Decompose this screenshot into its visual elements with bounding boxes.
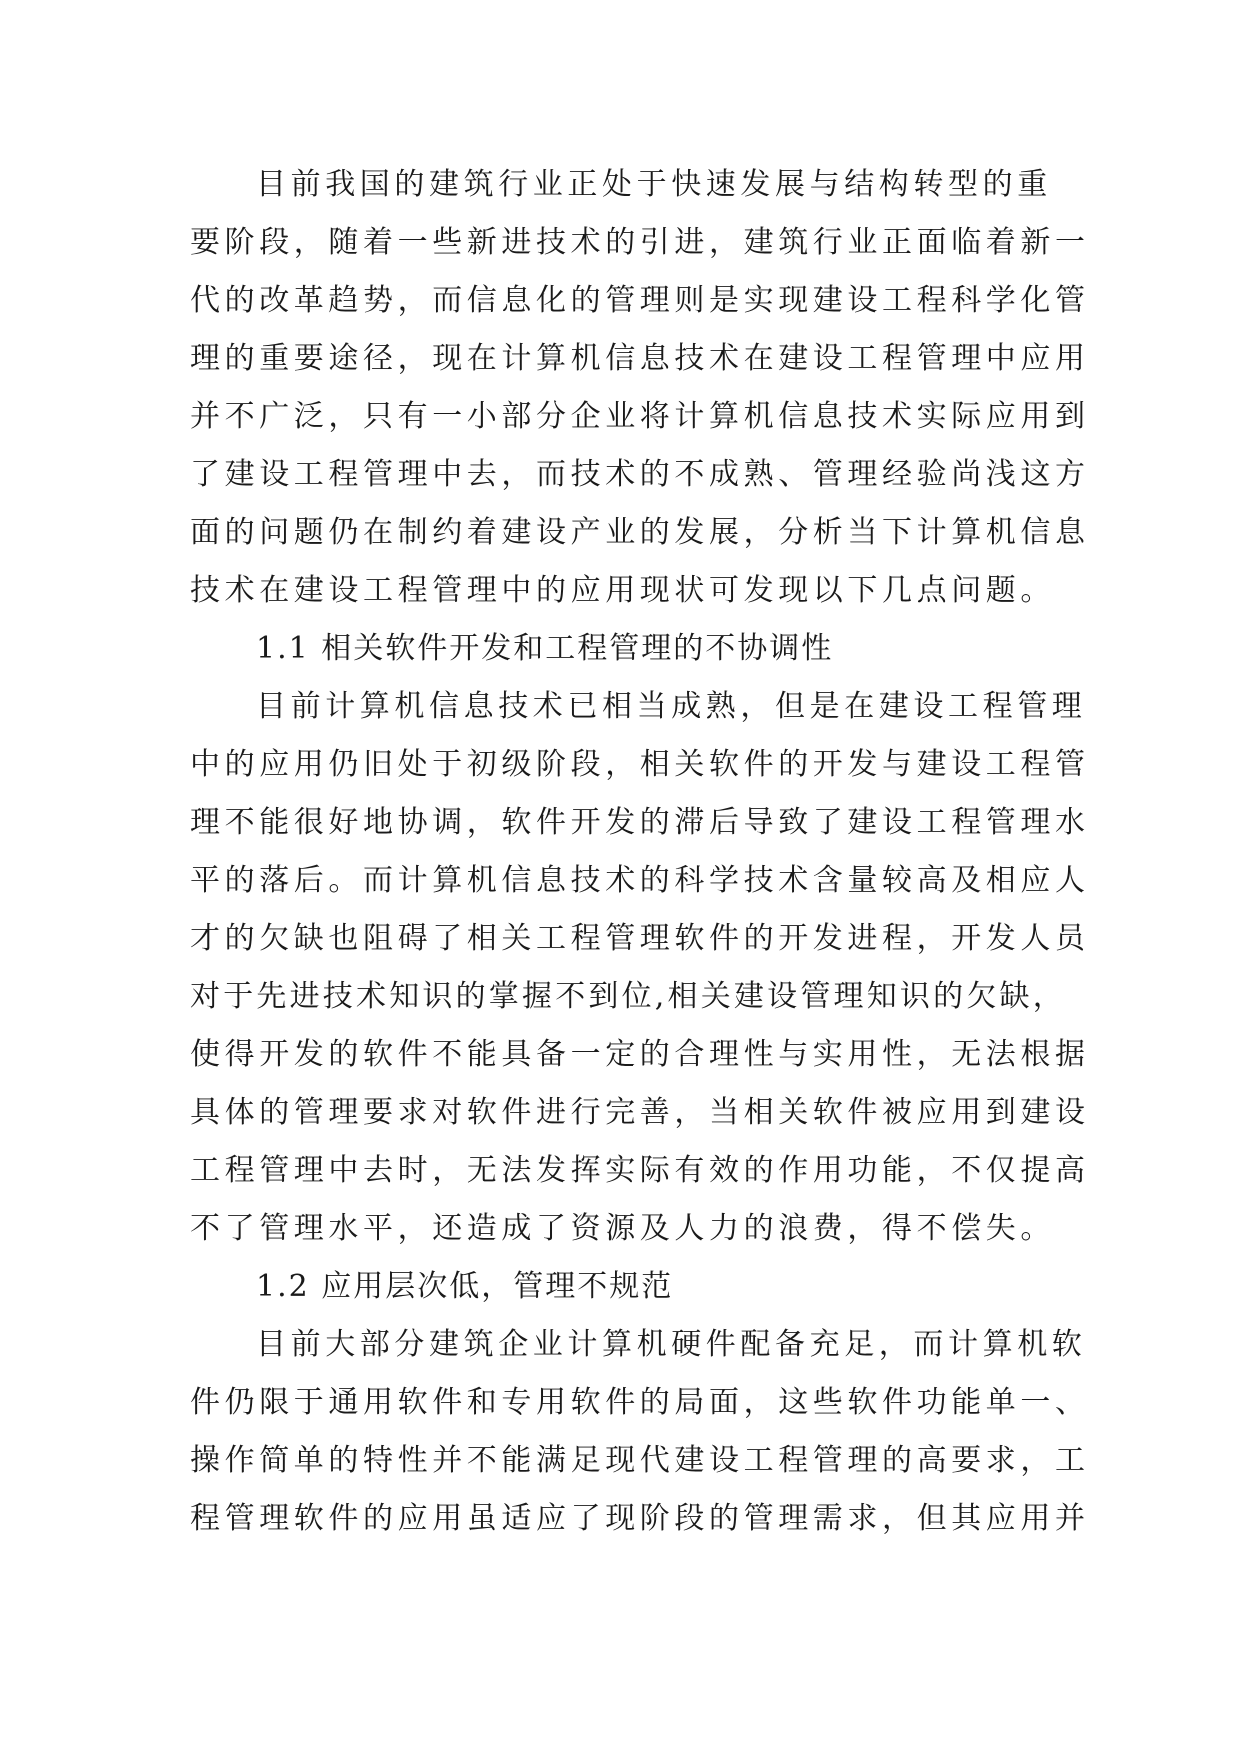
section-heading: 1.2 应用层次低，管理不规范 xyxy=(256,1269,674,1304)
paragraph-line: 代的改革趋势，而信息化的管理则是实现建设工程科学化管 xyxy=(190,283,1090,318)
section-heading: 1.1 相关软件开发和工程管理的不协调性 xyxy=(256,631,834,666)
paragraph-line: 中的应用仍旧处于初级阶段，相关软件的开发与建设工程管 xyxy=(190,747,1090,782)
paragraph-line: 理不能很好地协调，软件开发的滞后导致了建设工程管理水 xyxy=(190,805,1090,840)
paragraph-line: 才的欠缺也阻碍了相关工程管理软件的开发进程，开发人员 xyxy=(190,921,1090,956)
paragraph-line: 并不广泛，只有一小部分企业将计算机信息技术实际应用到 xyxy=(190,399,1090,434)
paragraph-line: 平的落后。而计算机信息技术的科学技术含量较高及相应人 xyxy=(190,863,1090,898)
paragraph-line: 面的问题仍在制约着建设产业的发展，分析当下计算机信息 xyxy=(190,515,1090,550)
paragraph-line: 具体的管理要求对软件进行完善，当相关软件被应用到建设 xyxy=(190,1095,1090,1130)
paragraph-line: 对于先进技术知识的掌握不到位,相关建设管理知识的欠缺， xyxy=(190,979,1066,1014)
paragraph-line: 理的重要途径，现在计算机信息技术在建设工程管理中应用 xyxy=(190,341,1090,376)
paragraph-line: 不了管理水平，还造成了资源及人力的浪费，得不偿失。 xyxy=(190,1211,1055,1246)
paragraph-line: 目前大部分建筑企业计算机硬件配备充足，而计算机软 xyxy=(256,1327,1087,1362)
paragraph-line: 操作简单的特性并不能满足现代建设工程管理的高要求，工 xyxy=(190,1443,1090,1478)
paragraph-line: 目前计算机信息技术已相当成熟，但是在建设工程管理 xyxy=(256,689,1087,724)
paragraph-line: 使得开发的软件不能具备一定的合理性与实用性，无法根据 xyxy=(190,1037,1090,1072)
paragraph-line: 了建设工程管理中去，而技术的不成熟、管理经验尚浅这方 xyxy=(190,457,1090,492)
paragraph-line: 件仍限于通用软件和专用软件的局面，这些软件功能单一、 xyxy=(190,1385,1090,1420)
paragraph-line: 程管理软件的应用虽适应了现阶段的管理需求，但其应用并 xyxy=(190,1501,1090,1536)
paragraph-line: 技术在建设工程管理中的应用现状可发现以下几点问题。 xyxy=(190,573,1055,608)
paragraph-line: 工程管理中去时，无法发挥实际有效的作用功能，不仅提高 xyxy=(190,1153,1090,1188)
paragraph-line: 要阶段，随着一些新进技术的引进，建筑行业正面临着新一 xyxy=(190,225,1090,260)
paragraph-line: 目前我国的建筑行业正处于快速发展与结构转型的重 xyxy=(256,167,1052,202)
